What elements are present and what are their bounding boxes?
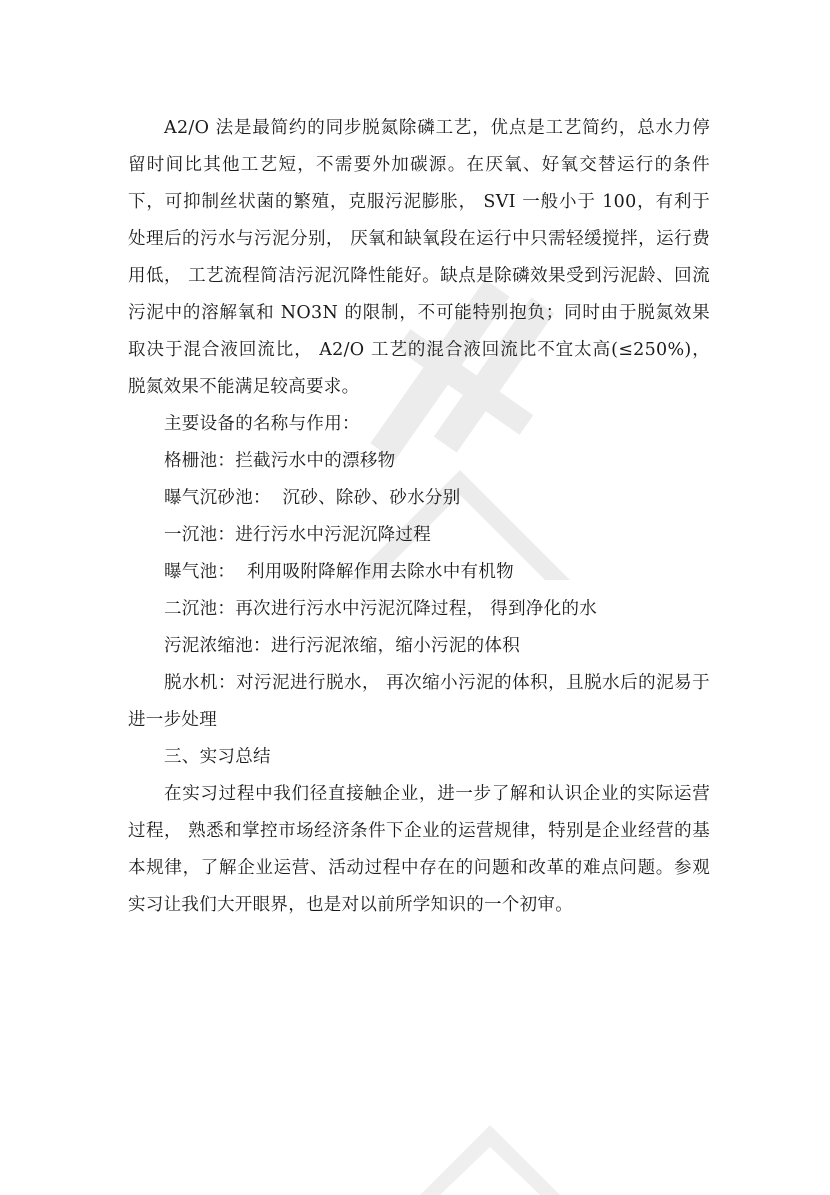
equipment-item-aeration-tank	[128, 554, 710, 591]
document-body	[128, 110, 710, 924]
equipment-desc: 沉砂、除砂、砂水分别	[282, 488, 461, 508]
equipment-name: 曝气沉砂池	[164, 488, 253, 508]
equipment-name: 二沉池	[164, 599, 218, 619]
separator: ：	[217, 525, 236, 545]
equipment-item-sludge-thickener	[128, 628, 710, 665]
separator: ：	[217, 451, 236, 471]
separator: ：	[218, 673, 237, 693]
equipment-name: 曝气池	[164, 562, 218, 582]
paragraph-summary: 在实习过程中我们径直接触企业，进一步了解和认识企业的实际运营过程， 熟悉和掌控市场经济条件下企业的运营规律，特别是企业经营的基本规律，了解企业运营、活动过程中存在的问题和改革的难点问题。参观实习让我们大开眼界，也是对以前所学知识的一个初审。	[128, 784, 710, 915]
watermark-corner-icon	[420, 1115, 560, 1195]
equipment-desc: 进行污泥浓缩，缩小污泥的体积	[270, 636, 521, 656]
equipment-desc: 对污泥进行脱水， 再次缩小污泥的体积，且脱水后的泥易于进一步处理	[128, 673, 710, 730]
equipment-desc: 拦截污水中的漂移物	[235, 451, 396, 471]
equipment-desc: 进行污水中污泥沉降过程	[235, 525, 432, 545]
equipment-heading: 主要设备的名称与作用：	[164, 414, 360, 434]
paragraph-a2o-process: A2/O 法是最简约的同步脱氮除磷工艺，优点是工艺简约，总水力停留时间比其他工艺短，不需要外加碳源。在厌氧、好氧交替运行的条件下，可抑制丝状菌的繁殖，克服污泥膨胀， SVI 一般小于 100，有利于处理后的污水与污泥分别， 厌氧和缺氧段在运行中只需轻缓搅拌，运行费用低， 工艺流程简洁污泥沉降性能好。缺点是除磷效果受到污泥龄、回流污泥中的溶解氧和 NO3N 的限制，不可能特别抱负；同时由于脱氮效果取决于混合液回流比， A2/O 工艺的混合液回流比不宜太高(≤250%)，脱氮效果不能满足较高要求。	[128, 118, 710, 397]
separator: ：	[217, 562, 247, 582]
equipment-desc: 再次进行污水中污泥沉降过程， 得到净化的水	[235, 599, 598, 619]
separator: ：	[217, 599, 236, 619]
equipment-item-secondary-clarifier	[128, 591, 710, 628]
equipment-item-dewatering-machine	[128, 665, 710, 739]
separator: ：	[253, 636, 271, 656]
equipment-item-aerated-grit-chamber	[128, 480, 710, 517]
equipment-item-grille-tank	[128, 443, 710, 480]
equipment-name: 格栅池	[164, 451, 218, 471]
equipment-name: 一沉池	[164, 525, 218, 545]
section-heading-summary: 三、实习总结	[164, 747, 271, 767]
equipment-desc: 利用吸附降解作用去除水中有机物	[246, 562, 514, 582]
equipment-name: 脱水机	[164, 673, 219, 693]
equipment-name: 污泥浓缩池	[164, 636, 253, 656]
separator: ：	[253, 488, 283, 508]
equipment-item-primary-clarifier	[128, 517, 710, 554]
